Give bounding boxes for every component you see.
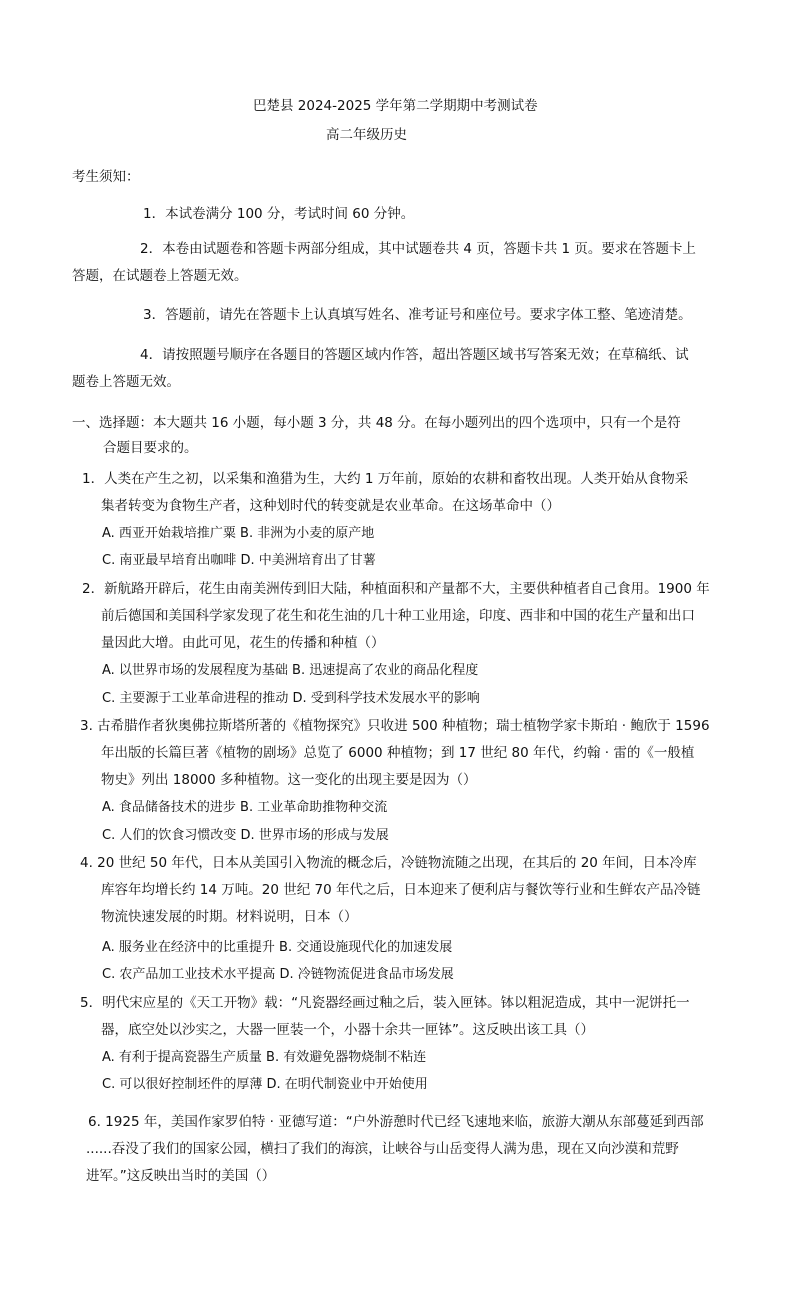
question-5-options-ab: A. 有利于提高瓷器生产质量 B. 有效避免器物烧制不粘连	[102, 1050, 427, 1065]
question-2-stem-cont2: 量因此大增。由此可见，花生的传播和种植（）	[101, 635, 385, 651]
notice-item-2: 2．本卷由试题卷和答题卡两部分组成，其中试题卷共 4 页，答题卡共 1 页。要求在答题卡上	[140, 241, 696, 257]
question-1-options-cd: C. 南亚最早培育出咖啡 D. 中美洲培育出了甘薯	[102, 553, 376, 568]
question-1-options-ab: A. 西亚开始栽培推广粟 B. 非洲为小麦的原产地	[102, 526, 375, 541]
question-3-stem-cont2: 物史》列出 18000 多种植物。这一变化的出现主要是因为（）	[101, 772, 477, 788]
section-heading-cont: 合题目要求的。	[103, 440, 198, 456]
question-3-stem: 3. 古希腊作者狄奥佛拉斯塔所著的《植物探究》只收进 500 种植物；瑞士植物学家卡斯珀 · 鲍欣于 1596	[80, 718, 710, 734]
notice-item-2-cont: 答题，在试题卷上答题无效。	[72, 268, 248, 284]
exam-subtitle: 高二年级历史	[326, 127, 407, 143]
question-4-options-ab: A. 服务业在经济中的比重提升 B. 交通设施现代化的加速发展	[102, 940, 453, 955]
question-4-options-cd: C. 农产品加工业技术水平提高 D. 冷链物流促进食品市场发展	[102, 967, 454, 982]
notice-heading: 考生须知：	[72, 169, 140, 185]
question-3-options-ab: A. 食品储备技术的进步 B. 工业革命助推物种交流	[102, 800, 388, 815]
question-4-stem-cont: 库容年均增长约 14 万吨。20 世纪 70 年代之后，日本迎来了便利店与餐饮等行业和生鲜农产品冷链	[101, 882, 701, 898]
question-2-options-cd: C. 主要源于工业革命进程的推动 D. 受到科学技术发展水平的影响	[102, 691, 480, 706]
notice-item-4: 4．请按照题号顺序在各题目的答题区域内作答，超出答题区域书写答案无效；在草稿纸、试	[140, 347, 689, 363]
question-6-stem-cont: ......吞没了我们的国家公园，横扫了我们的海滨，让峡谷与山岳变得人满为患，现在又向沙漠和荒野	[86, 1141, 679, 1157]
notice-item-3: 3．答题前，请先在答题卡上认真填写姓名、准考证号和座位号。要求字体工整、笔迹清楚。	[143, 307, 692, 323]
question-6-stem: 6. 1925 年，美国作家罗伯特 · 亚德写道：“户外游憩时代已经飞速地来临，旅游大潮从东部蔓延到西部	[88, 1114, 704, 1130]
question-5-stem: 5．明代宋应星的《天工开物》载：“凡瓷器经画过釉之后，装入匣钵。钵以粗泥造成，其中一泥饼托一	[80, 995, 690, 1011]
question-2-options-ab: A. 以世界市场的发展程度为基础 B. 迅速提高了农业的商品化程度	[102, 663, 479, 678]
question-6-stem-cont2: 进军。”这反映出当时的美国（）	[86, 1168, 276, 1184]
question-4-stem-cont2: 物流快速发展的时期。材料说明，日本（）	[101, 909, 358, 925]
question-5-stem-cont: 器，底空处以沙实之，大器一匣装一个，小器十余共一匣钵”。这反映出该工具（）	[101, 1022, 594, 1038]
question-3-stem-cont: 年出版的长篇巨著《植物的剧场》总览了 6000 种植物；到 17 世纪 80 年代，约翰 · 雷的《一般植	[101, 745, 695, 761]
question-4-stem: 4. 20 世纪 50 年代，日本从美国引入物流的概念后，冷链物流随之出现，在其后的 20 年间，日本冷库	[80, 855, 697, 871]
question-5-options-cd: C. 可以很好控制坯件的厚薄 D. 在明代制瓷业中开始使用	[102, 1077, 428, 1092]
section-heading: 一、选择题：本大题共 16 小题，每小题 3 分，共 48 分。在每小题列出的四个选项中，只有一个是符	[72, 415, 681, 431]
question-3-options-cd: C. 人们的饮食习惯改变 D. 世界市场的形成与发展	[102, 828, 389, 843]
question-2-stem-cont: 前后德国和美国科学家发现了花生和花生油的几十种工业用途，印度、西非和中国的花生产量和出口	[101, 608, 695, 624]
notice-item-4-cont: 题卷上答题无效。	[72, 374, 180, 390]
question-2-stem: 2．新航路开辟后，花生由南美洲传到旧大陆，种植面积和产量都不大，主要供种植者自己食用。1900 年	[82, 581, 710, 597]
question-1-stem-cont: 集者转变为食物生产者，这种划时代的转变就是农业革命。在这场革命中（）	[101, 498, 560, 514]
notice-item-1: 1．本试卷满分 100 分，考试时间 60 分钟。	[143, 206, 415, 222]
question-1-stem: 1．人类在产生之初，以采集和渔猎为生，大约 1 万年前，原始的农耕和畜牧出现。人类开始从食物采	[82, 471, 689, 487]
exam-title: 巴楚县 2024-2025 学年第二学期期中考测试卷	[253, 98, 538, 114]
